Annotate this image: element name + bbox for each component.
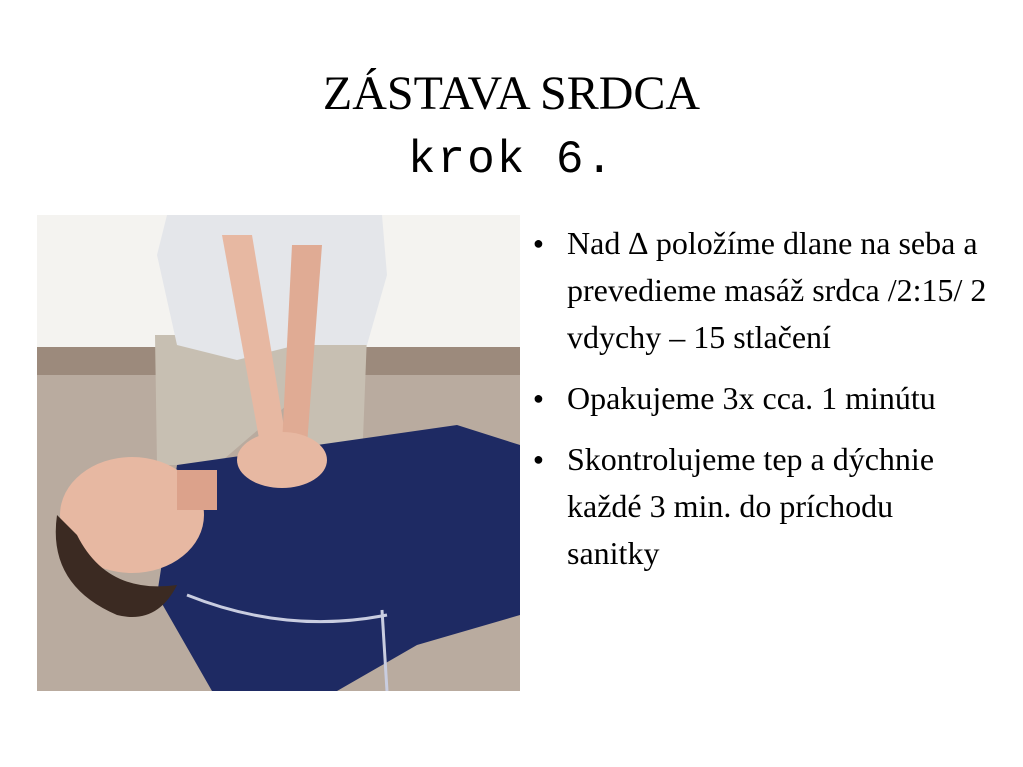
slide-title: ZÁSTAVA SRDCA xyxy=(322,67,701,120)
bullet-text: Opakujeme 3x cca. 1 minútu xyxy=(567,380,936,416)
bullet-marker: ● xyxy=(533,233,544,253)
bullet-marker: ● xyxy=(533,388,544,408)
rescuer-shirt xyxy=(157,215,387,360)
slide-subtitle: krok 6. xyxy=(407,134,616,186)
cpr-illustration xyxy=(37,215,520,691)
bullet-item xyxy=(533,220,993,361)
cpr-photo xyxy=(37,215,520,691)
bullet-text: Skontrolujeme tep a dýchnie každé 3 min. do príchodu sanitky xyxy=(567,441,935,571)
patient-neck xyxy=(177,470,217,510)
bullet-item xyxy=(533,436,993,577)
bullet-text: Nad ∆ položíme dlane na seba a prevedieme masáž srdca /2:15/ 2 vdychy – 15 stlačení xyxy=(567,225,987,355)
bullet-item xyxy=(533,375,993,422)
bullet-marker: ● xyxy=(533,449,544,469)
hands xyxy=(237,432,327,488)
bullet-list xyxy=(533,220,993,591)
